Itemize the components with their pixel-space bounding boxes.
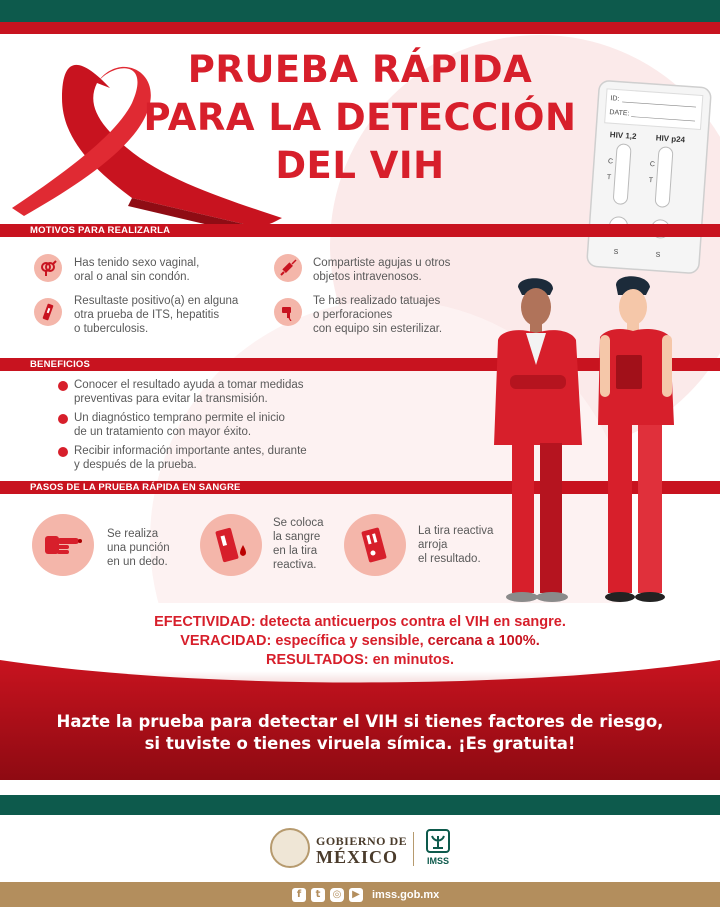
fact-veracidad-highlight: cercana a 100%. [427, 633, 540, 649]
bullet-icon [58, 447, 68, 457]
step-text: Se realiza una punción en un dedo. [107, 528, 170, 568]
step-text: Se coloca la sangre en la tira reactiva. [273, 517, 324, 571]
rapid-test-cassette [583, 78, 715, 276]
finger-prick-icon [32, 514, 94, 576]
page-title-line2: PARA LA DETECCIÓN [143, 96, 577, 139]
kit-t-label: T [648, 177, 654, 185]
benefit-text: Conocer el resultado ayuda a tomar medidas preventivas para evitar la transmisión. [74, 379, 304, 405]
page-title-line3: DEL VIH [275, 144, 445, 187]
footer-url-link[interactable]: imss.gob.mx [372, 889, 440, 901]
benefit-text: Recibir información importante antes, durante y después de la prueba. [74, 445, 307, 471]
kit-c-label: C [607, 158, 614, 166]
kit-c-label: C [649, 161, 656, 169]
kit-s-label: S [655, 251, 661, 259]
kit-id-label: ID: [610, 95, 620, 103]
top-green-bar [0, 0, 720, 22]
facebook-icon[interactable]: f [292, 888, 306, 902]
fact-veracidad [0, 633, 720, 649]
kit-channel1-label: HIV 1,2 [609, 130, 637, 142]
kit-channel2-label: HIV p24 [655, 133, 686, 145]
bullet-icon [58, 381, 68, 391]
page-title-line1: PRUEBA RÁPIDA [187, 48, 533, 91]
gobierno-logo-line1: GOBIERNO DE [316, 834, 408, 848]
tattoo-machine-icon [274, 298, 302, 326]
twitter-icon[interactable]: t [311, 888, 325, 902]
section-header-motivos: MOTIVOS PARA REALIZARLA [30, 225, 171, 236]
motive-text: Has tenido sexo vaginal, oral o anal sin condón. [74, 257, 200, 283]
imss-logo-text: IMSS [426, 856, 450, 866]
motive-text: Te has realizado tatuajes o perforaciones con equipo sin esterilizar. [313, 295, 443, 335]
youtube-icon[interactable]: ▶ [349, 888, 363, 902]
mexico-seal-icon [270, 828, 310, 868]
test-strip-icon [34, 298, 62, 326]
fact-resultados: RESULTADOS: en minutos. [266, 652, 454, 668]
test-result-icon [344, 514, 406, 576]
kit-date-label: DATE: [609, 109, 630, 118]
logo-divider [413, 832, 414, 866]
gender-symbols-icon [34, 254, 62, 282]
motive-text: Resultaste positivo(a) en alguna otra prueba de ITS, hepatitis o tuberculosis. [74, 295, 239, 335]
call-to-action-line1: Hazte la prueba para detectar el VIH si tienes factores de riesgo, [56, 712, 664, 731]
section-header-pasos: PASOS DE LA PRUEBA RÁPIDA EN SANGRE [30, 482, 241, 493]
instagram-icon[interactable]: ◎ [330, 888, 344, 902]
fact-veracidad-text: VERACIDAD: específica y sensible, [180, 633, 428, 649]
motive-text: Compartiste agujas u otros objetos intravenosos. [313, 257, 451, 283]
top-red-bar [0, 22, 720, 34]
kit-t-label: T [606, 174, 612, 182]
kit-s-label: S [613, 248, 619, 257]
benefit-text: Un diagnóstico temprano permite el inicio de un tratamiento con mayor éxito. [74, 412, 285, 438]
blood-drop-icon [200, 514, 262, 576]
medical-staff-illustration [488, 275, 720, 610]
step-text: La tira reactiva arroja el resultado. [418, 525, 494, 565]
imss-logo [424, 828, 452, 868]
call-to-action-line2: si tuviste o tienes viruela símica. ¡Es gratuita! [144, 734, 576, 753]
fact-efectividad: EFECTIVIDAD: detecta anticuerpos contra el VIH en sangre. [154, 614, 566, 630]
gobierno-logo-line2: MÉXICO [316, 847, 398, 867]
section-header-beneficios: BENEFICIOS [30, 359, 91, 370]
bottom-green-bar [0, 795, 720, 815]
syringe-icon [274, 254, 302, 282]
bullet-icon [58, 414, 68, 424]
